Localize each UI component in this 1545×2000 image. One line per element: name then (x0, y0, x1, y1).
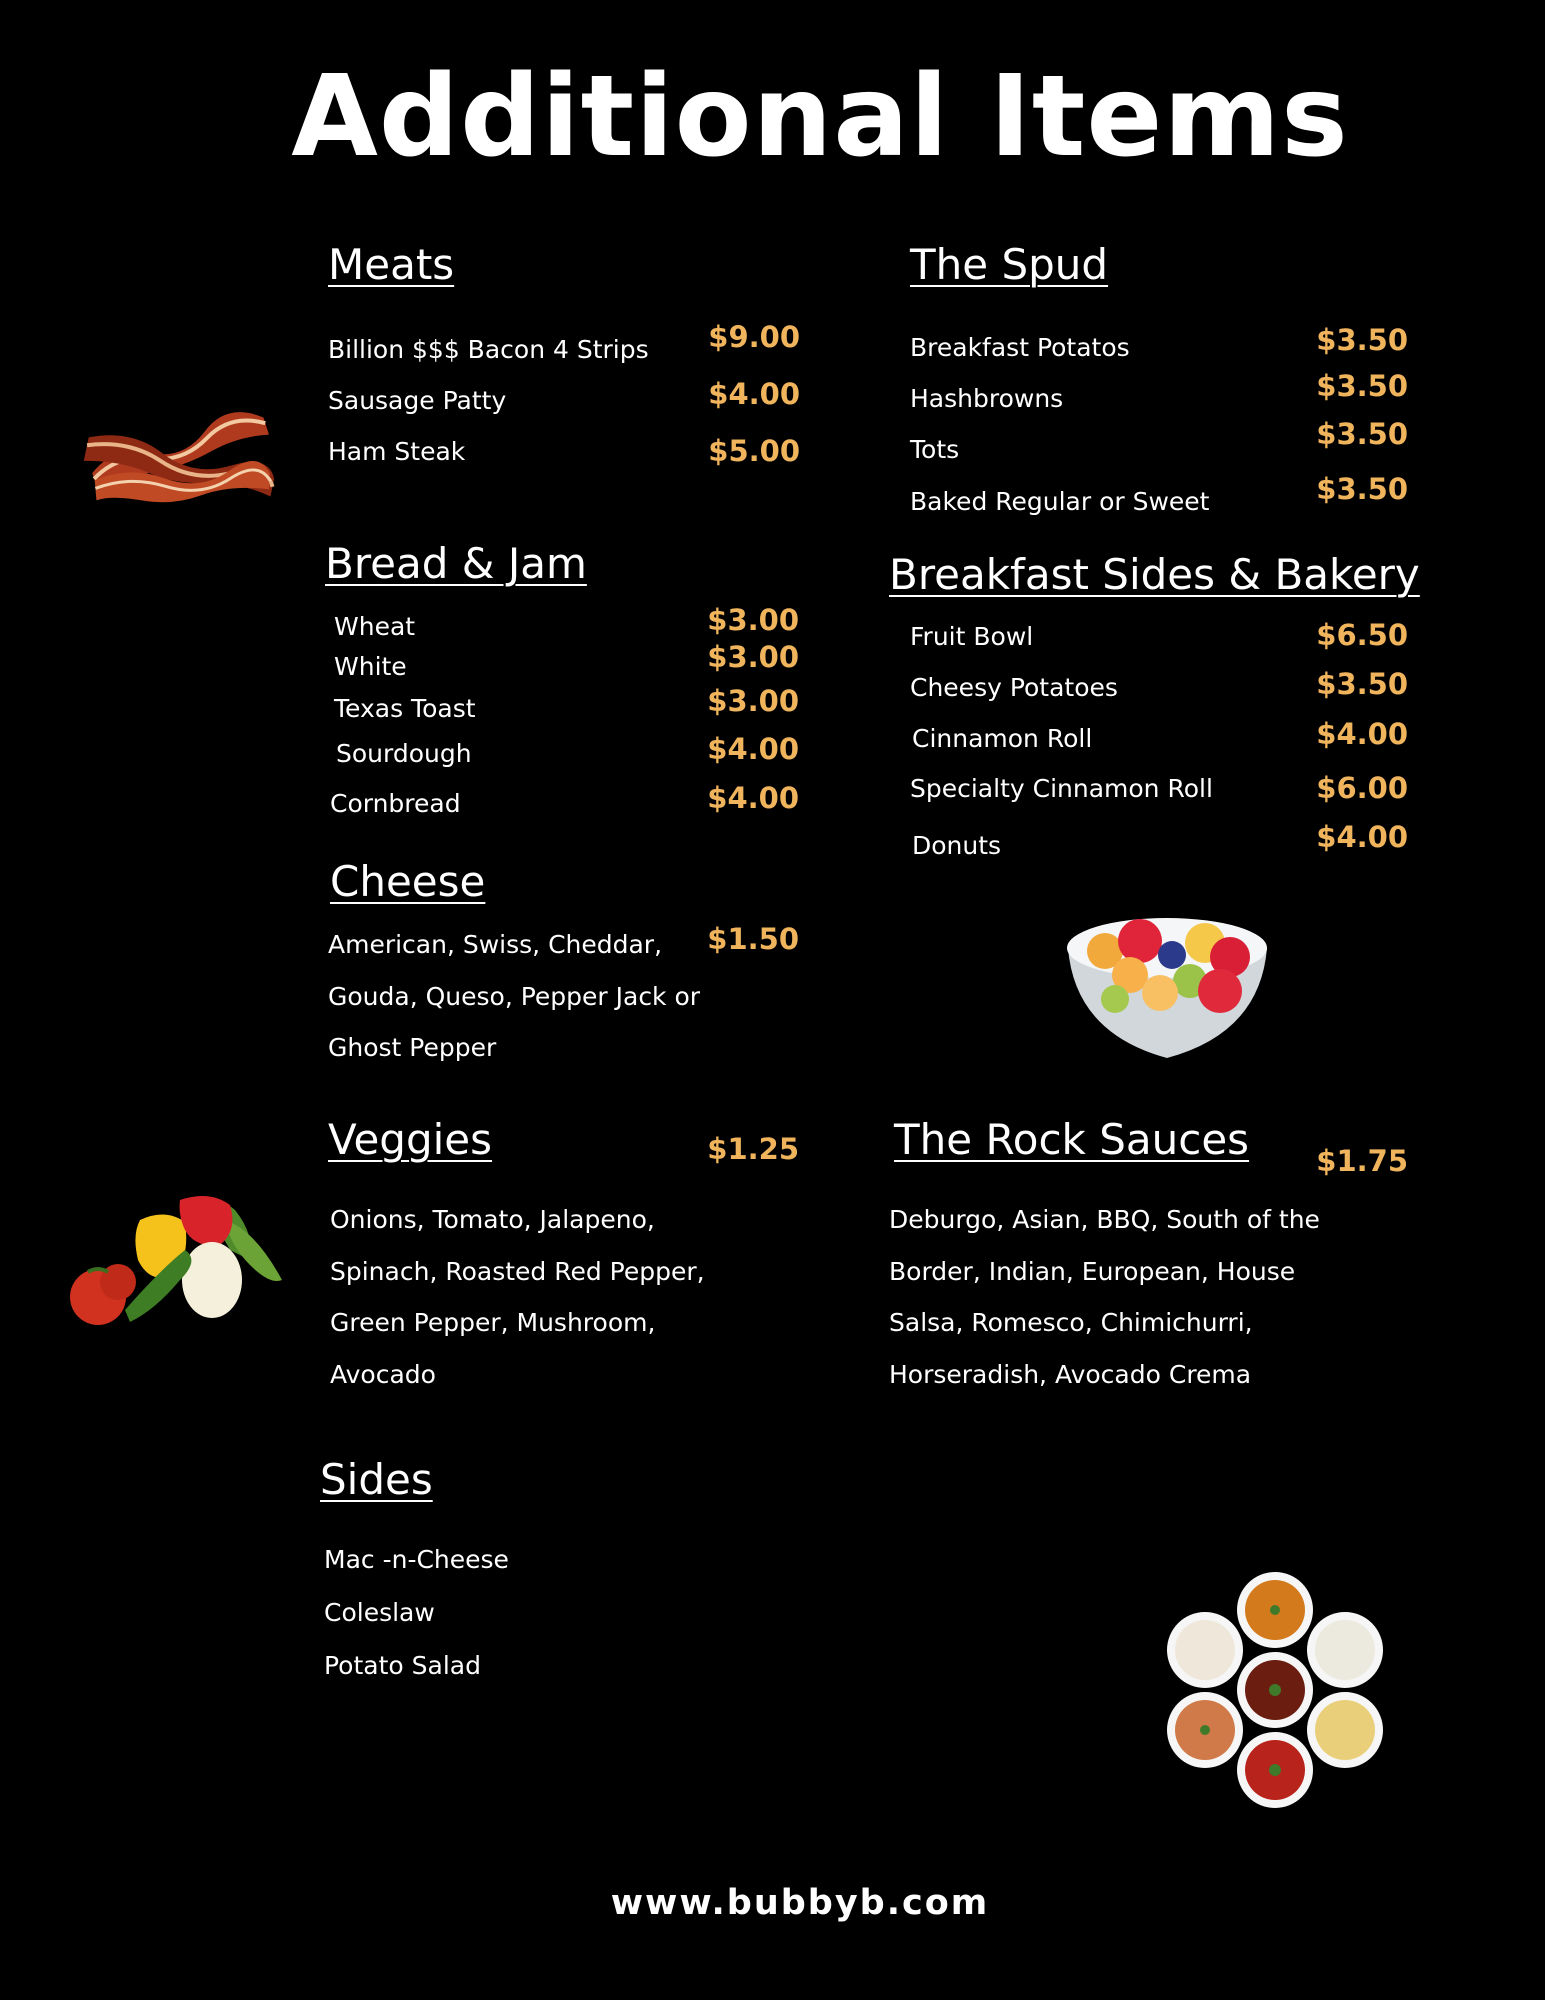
menu-item-price: $4.00 (1316, 820, 1408, 854)
menu-item-price: $3.00 (707, 603, 799, 637)
menu-item-name: Texas Toast (334, 694, 476, 723)
bread-heading: Bread & Jam (325, 539, 587, 588)
sauce-cups-image (1165, 1570, 1385, 1810)
menu-item-name: Cinnamon Roll (912, 724, 1093, 753)
menu-item-name: Cornbread (330, 789, 461, 818)
option-line: Gouda, Queso, Pepper Jack or (328, 981, 701, 1011)
option-line: Spinach, Roasted Red Pepper, (330, 1256, 705, 1286)
sauces-heading: The Rock Sauces (894, 1115, 1250, 1164)
menu-item-name: Wheat (334, 612, 416, 641)
menu-item-price: $4.00 (708, 377, 800, 411)
veggies-price: $1.25 (707, 1132, 799, 1166)
menu-item-price: $4.00 (1316, 717, 1408, 751)
side-item: Potato Salad (324, 1651, 481, 1680)
menu-item-price: $4.00 (707, 732, 799, 766)
sides-heading: Sides (320, 1455, 433, 1504)
option-line: Ghost Pepper (328, 1033, 497, 1062)
menu-item-name: Hashbrowns (910, 384, 1064, 413)
menu-item-price: $3.50 (1316, 667, 1408, 701)
menu-item-price: $6.50 (1316, 618, 1408, 652)
menu-item-name: Donuts (912, 831, 1002, 860)
menu-item-name: White (334, 652, 407, 681)
menu-item-price: $9.00 (708, 320, 800, 354)
page-title: Additional Items (291, 52, 1349, 182)
menu-item-name: Sourdough (336, 739, 472, 768)
option-line: Salsa, Romesco, Chimichurri, (889, 1308, 1253, 1337)
side-item: Mac -n-Cheese (324, 1545, 509, 1574)
option-line: American, Swiss, Cheddar, (328, 930, 663, 959)
spud-heading: The Spud (910, 240, 1109, 289)
menu-item-name: Cheesy Potatoes (910, 673, 1118, 702)
veggies-heading: Veggies (328, 1115, 493, 1164)
menu-item-name: Billion $$$ Bacon 4 Strips (328, 335, 649, 364)
menu-item-name: Tots (910, 435, 960, 464)
menu-item-name: Specialty Cinnamon Roll (910, 774, 1213, 803)
sauces-price: $1.75 (1316, 1144, 1408, 1178)
menu-item-price: $3.50 (1316, 417, 1408, 451)
option-line: Avocado (330, 1359, 436, 1389)
sauce-options (889, 1194, 1320, 1400)
menu-item-price: $3.00 (707, 640, 799, 674)
option-line: Onions, Tomato, Jalapeno, (330, 1205, 655, 1234)
menu-item-price: $4.00 (707, 781, 799, 815)
menu-item-price: $3.00 (707, 684, 799, 718)
cheese-options (328, 919, 700, 1074)
vegetables-image (60, 1190, 285, 1335)
option-line: Green Pepper, Mushroom, (330, 1308, 656, 1337)
bacon-image (80, 385, 280, 520)
menu-item-name: Ham Steak (328, 437, 466, 466)
cheese-heading: Cheese (330, 857, 486, 906)
side-item: Coleslaw (324, 1598, 435, 1627)
bakery-heading: Breakfast Sides & Bakery (889, 550, 1420, 599)
menu-item-name: Breakfast Potatos (910, 333, 1130, 362)
option-line: Border, Indian, European, House (889, 1256, 1296, 1286)
menu-item-name: Baked Regular or Sweet (910, 487, 1210, 516)
menu-item-name: Sausage Patty (328, 386, 507, 415)
option-line: Deburgo, Asian, BBQ, South of the (889, 1205, 1320, 1234)
veggie-options (330, 1194, 705, 1400)
menu-item-price: $3.50 (1316, 323, 1408, 357)
meats-heading: Meats (328, 240, 455, 289)
menu-item-price: $3.50 (1316, 369, 1408, 403)
menu-item-price: $3.50 (1316, 472, 1408, 506)
cheese-price: $1.50 (707, 922, 799, 956)
fruit-bowl-image (1060, 893, 1275, 1063)
menu-item-name: Fruit Bowl (910, 622, 1034, 651)
option-line: Horseradish, Avocado Crema (889, 1359, 1252, 1389)
menu-item-price: $5.00 (708, 434, 800, 468)
footer-website: www.bubbyb.com (610, 1883, 990, 1923)
menu-item-price: $6.00 (1316, 771, 1408, 805)
